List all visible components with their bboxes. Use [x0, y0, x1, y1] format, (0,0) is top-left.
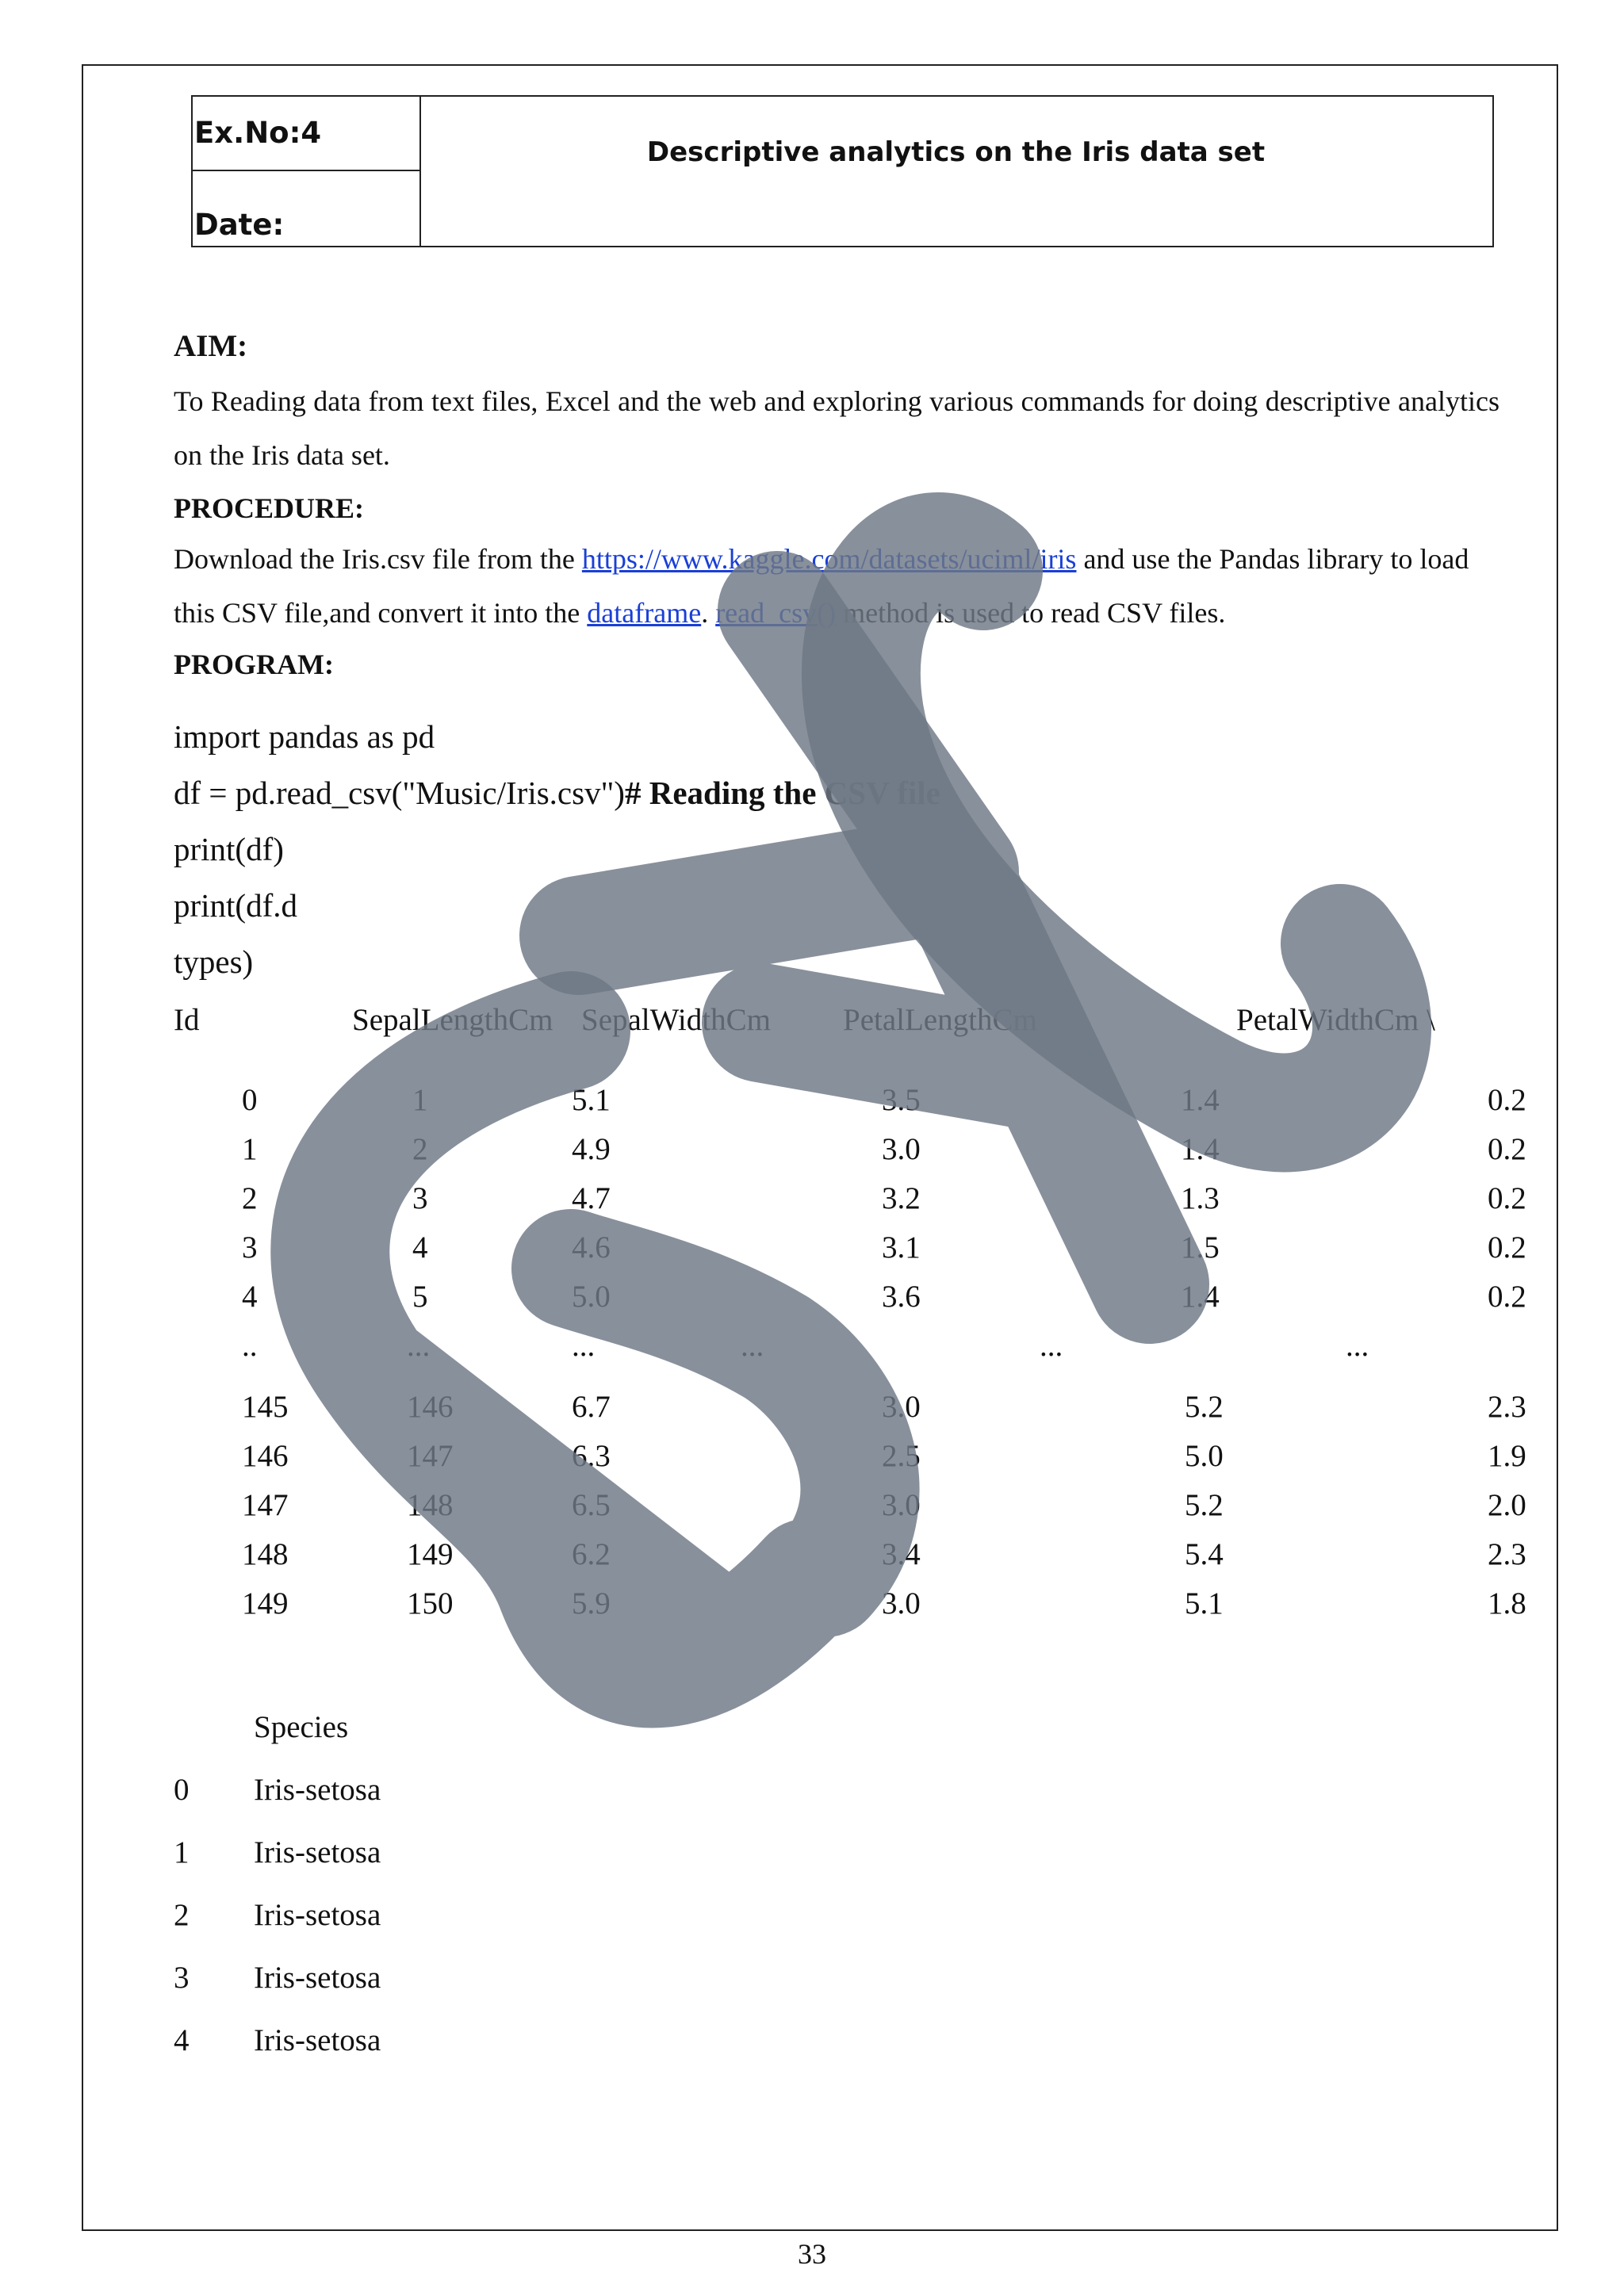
read-csv-link[interactable]: read_csv() — [715, 597, 837, 629]
table-cell: 2.0 — [1488, 1488, 1526, 1522]
table-cell: 5.2 — [1185, 1390, 1224, 1424]
table-cell: 148 — [242, 1537, 289, 1571]
ellipsis-cell: ... — [1346, 1329, 1369, 1363]
table-cell: 5.2 — [1185, 1488, 1224, 1522]
table-cell: 3.5 — [882, 1083, 921, 1117]
code-line-2-comment: # Reading the CSV file — [624, 775, 940, 811]
col-header-petal-width: PetalWidthCm \ — [1236, 1003, 1435, 1037]
table-cell: 5.4 — [1185, 1537, 1224, 1571]
table-cell: 0 — [242, 1083, 258, 1117]
exercise-header-box — [191, 95, 1494, 247]
code-line-2-code: df = pd.read_csv("Music/Iris.csv") — [174, 775, 625, 811]
table-cell: 3 — [242, 1230, 258, 1265]
table-cell: 3 — [412, 1181, 428, 1215]
table-cell: 1 — [412, 1083, 428, 1117]
species-index: 3 — [174, 1961, 190, 1995]
ellipsis-cell: ... — [741, 1329, 764, 1363]
col-header-id: Id — [174, 1003, 200, 1037]
col-header-sepal-width: SepalWidthCm — [581, 1003, 771, 1037]
table-cell: 3.4 — [882, 1537, 921, 1571]
program-heading: PROGRAM: — [174, 649, 334, 680]
table-cell: 1.3 — [1181, 1181, 1220, 1215]
species-value: Iris-setosa — [254, 2023, 381, 2057]
exercise-title: Descriptive analytics on the Iris data set — [646, 136, 1266, 168]
species-index: 4 — [174, 2023, 190, 2057]
table-cell: 1.4 — [1181, 1083, 1220, 1117]
procedure-text-4: method is used to read CSV files. — [843, 597, 1226, 629]
table-cell: 1 — [242, 1132, 258, 1166]
species-value: Iris-setosa — [254, 1835, 381, 1869]
table-cell: 0.2 — [1488, 1132, 1526, 1166]
code-line-2 — [174, 774, 940, 812]
table-cell: 4.7 — [572, 1181, 611, 1215]
species-index: 2 — [174, 1898, 190, 1932]
code-line-1: import pandas as pd — [174, 718, 435, 755]
table-cell: 3.2 — [882, 1181, 921, 1215]
table-cell: 3.1 — [882, 1230, 921, 1265]
table-cell: 148 — [407, 1488, 454, 1522]
procedure-text — [174, 532, 1500, 640]
table-cell: 5.9 — [572, 1586, 611, 1621]
table-cell: 2.5 — [882, 1439, 921, 1473]
table-cell: 3.0 — [882, 1390, 921, 1424]
table-cell: 6.3 — [572, 1439, 611, 1473]
aim-heading: AIM: — [174, 329, 248, 363]
table-cell: 2.3 — [1488, 1390, 1526, 1424]
table-cell: 146 — [242, 1439, 289, 1473]
table-cell: 1.5 — [1181, 1230, 1220, 1265]
code-line-4: print(df.d — [174, 887, 297, 924]
table-cell: 6.2 — [572, 1537, 611, 1571]
species-value: Iris-setosa — [254, 1773, 381, 1807]
table-cell: 146 — [407, 1390, 454, 1424]
ellipsis-cell: ... — [1040, 1329, 1063, 1363]
species-index: 0 — [174, 1773, 190, 1807]
table-cell: 3.0 — [882, 1132, 921, 1166]
ellipsis-cell: ... — [572, 1329, 596, 1363]
table-cell: 4.9 — [572, 1132, 611, 1166]
table-cell: 0.2 — [1488, 1181, 1526, 1215]
aim-text: To Reading data from text files, Excel and the web and exploring various commands for doing descriptive analytics on the Iris data set. — [174, 385, 1500, 471]
table-cell: 1.8 — [1488, 1586, 1526, 1621]
procedure-heading: PROCEDURE: — [174, 492, 364, 524]
col-header-petal-length: PetalLengthCm — [843, 1003, 1037, 1037]
table-cell: 0.2 — [1488, 1230, 1526, 1265]
table-cell: 2 — [412, 1132, 428, 1166]
table-cell: 1.4 — [1181, 1280, 1220, 1314]
table-cell: 5.1 — [572, 1083, 611, 1117]
ellipsis-cell: .. — [242, 1329, 258, 1363]
code-line-3: print(df) — [174, 831, 284, 867]
table-cell: 3.0 — [882, 1586, 921, 1621]
table-cell: 1.4 — [1181, 1132, 1220, 1166]
table-cell: 5.1 — [1185, 1586, 1224, 1621]
table-cell: 4 — [412, 1230, 428, 1265]
code-line-5: types) — [174, 943, 254, 980]
procedure-text-1: Download the Iris.csv file from the — [174, 543, 575, 575]
table-cell: 149 — [407, 1537, 454, 1571]
table-cell: 5 — [412, 1280, 428, 1314]
table-cell: 6.5 — [572, 1488, 611, 1522]
ellipsis-cell: ... — [407, 1329, 431, 1363]
table-cell: 0.2 — [1488, 1083, 1526, 1117]
table-cell: 149 — [242, 1586, 289, 1621]
exercise-date-label: Date: — [194, 208, 285, 242]
species-index: 1 — [174, 1835, 190, 1869]
page-number: 33 — [798, 2238, 826, 2270]
table-cell: 3.0 — [882, 1488, 921, 1522]
table-cell: 3.6 — [882, 1280, 921, 1314]
table-cell: 1.9 — [1488, 1439, 1526, 1473]
table-cell: 147 — [242, 1488, 289, 1522]
table-cell: 6.7 — [572, 1390, 611, 1424]
kaggle-link[interactable]: https://www.kaggle.com/datasets/uciml/iris — [581, 543, 1077, 575]
dataframe-link[interactable]: dataframe — [587, 597, 702, 629]
species-value: Iris-setosa — [254, 1961, 381, 1995]
table-cell: 4.6 — [572, 1230, 611, 1265]
header-left-cell — [193, 97, 421, 246]
species-value: Iris-setosa — [254, 1898, 381, 1932]
table-cell: 2.3 — [1488, 1537, 1526, 1571]
table-cell: 147 — [407, 1439, 454, 1473]
table-cell: 150 — [407, 1586, 454, 1621]
table-cell: 0.2 — [1488, 1280, 1526, 1314]
table-cell: 2 — [242, 1181, 258, 1215]
table-cell: 145 — [242, 1390, 289, 1424]
procedure-text-3: . — [701, 597, 709, 629]
table-cell: 5.0 — [572, 1280, 611, 1314]
procedure-text-2: and use the Pandas library to load this CSV file,and convert it into the — [174, 543, 1469, 629]
species-header: Species — [254, 1710, 349, 1744]
col-header-sepal-length: SepalLengthCm — [352, 1003, 553, 1037]
header-divider — [193, 170, 419, 171]
exercise-number: Ex.No:4 — [194, 116, 322, 150]
table-cell: 5.0 — [1185, 1439, 1224, 1473]
table-cell: 4 — [242, 1280, 258, 1314]
